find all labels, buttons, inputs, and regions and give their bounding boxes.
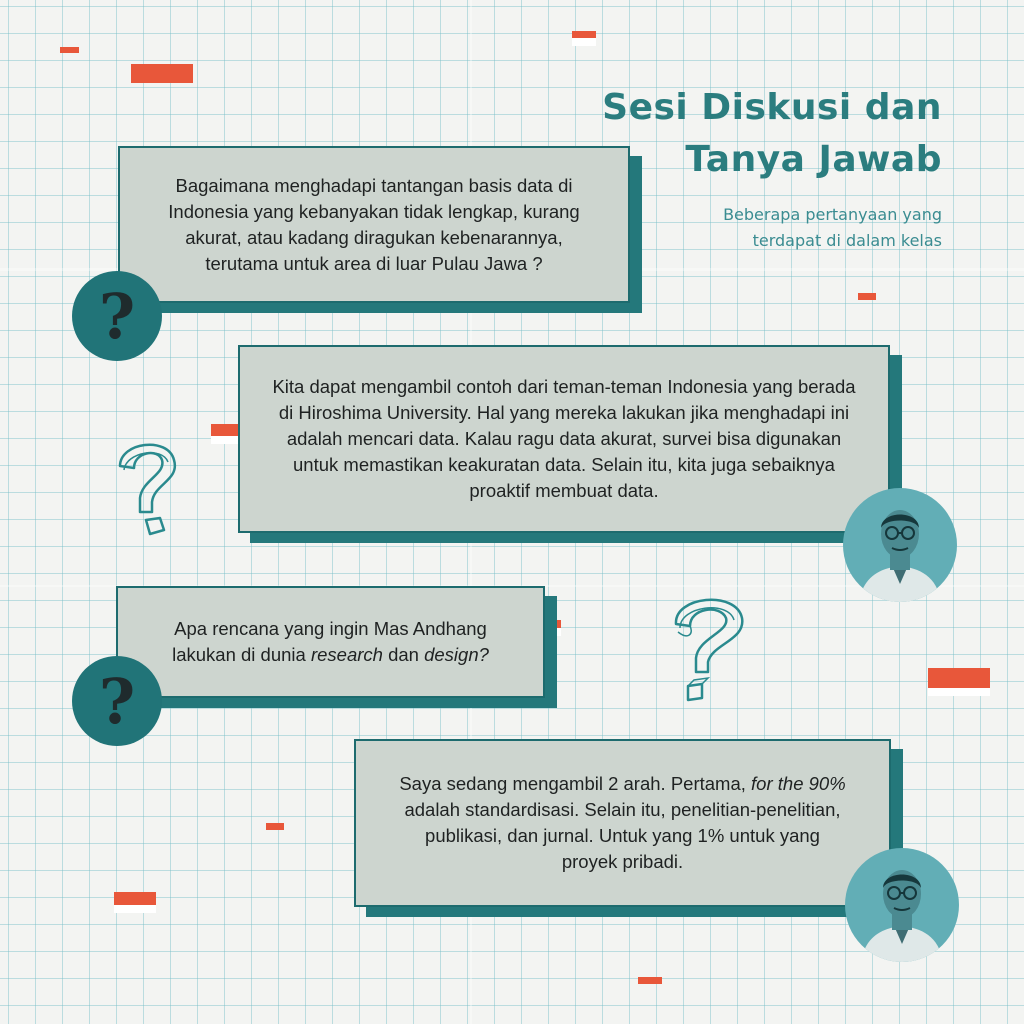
speaker-avatar-icon [843, 488, 957, 602]
page-subtitle [642, 202, 942, 254]
speaker-avatar-2 [845, 848, 959, 962]
question-mark-icon: ? [98, 664, 136, 738]
page-title [582, 82, 942, 186]
speaker-avatar-1 [843, 488, 957, 602]
accent-bar [638, 977, 662, 984]
answer-2-text [396, 771, 849, 875]
question-card-2 [116, 586, 545, 698]
question-badge-2 [72, 656, 162, 746]
speaker-avatar-icon [845, 848, 959, 962]
question-mark-icon: ? [98, 279, 136, 353]
answer-2-emphasis-1: for the 90% [751, 773, 846, 794]
subtitle-line-2: terdapat di dalam kelas [752, 231, 942, 250]
title-line-1: Sesi Diskusi dan [602, 87, 942, 128]
sketch-question-mark-icon [110, 432, 190, 547]
question-2-emphasis-1: research [310, 644, 383, 665]
answer-2-part-1: Saya sedang mengambil 2 arah. Pertama, [399, 773, 752, 794]
answer-card-1 [238, 345, 890, 533]
accent-bar [266, 823, 284, 830]
accent-bar [60, 47, 79, 53]
accent-bar [131, 64, 193, 83]
question-2-text [152, 616, 509, 668]
answer-card-2 [354, 739, 891, 907]
question-1-text: Bagaimana menghadapi tantangan basis data di Indonesia yang kebanyakan tidak lengkap, kurang akurat, atau kadang diragukan kebenarannya, terutama untuk area di luar Pulau Jawa ? [168, 174, 580, 274]
accent-bar [572, 31, 596, 38]
accent-flag [114, 892, 156, 905]
subtitle-line-1: Beberapa pertanyaan yang [723, 205, 942, 224]
answer-1-text: Kita dapat mengambil contoh dari teman-teman Indonesia yang berada di Hiroshima University. Hal yang mereka lakukan jika menghadapi ini adalah mencari data. Kalau ragu data akurat, survei bisa digunakan untuk memastikan keakuratan data. Selain itu, kita juga sebaiknya proaktif membuat data. [272, 376, 856, 501]
title-line-2: Tanya Jawab [685, 139, 942, 180]
question-2-part-2: dan [382, 644, 425, 665]
question-card-1 [118, 146, 630, 303]
question-badge-1 [72, 271, 162, 361]
accent-bar [858, 293, 876, 300]
question-2-part-1: Apa rencana yang ingin Mas Andhang lakukan di dunia [172, 618, 487, 665]
answer-2-part-2: adalah standardisasi. Selain itu, penelitian-penelitian, publikasi, dan jurnal. Untuk yang 1% untuk yang proyek pribadi. [404, 799, 841, 872]
accent-bar [928, 668, 990, 688]
sketch-question-mark-icon [668, 588, 752, 708]
question-2-emphasis-2: design? [424, 644, 489, 665]
